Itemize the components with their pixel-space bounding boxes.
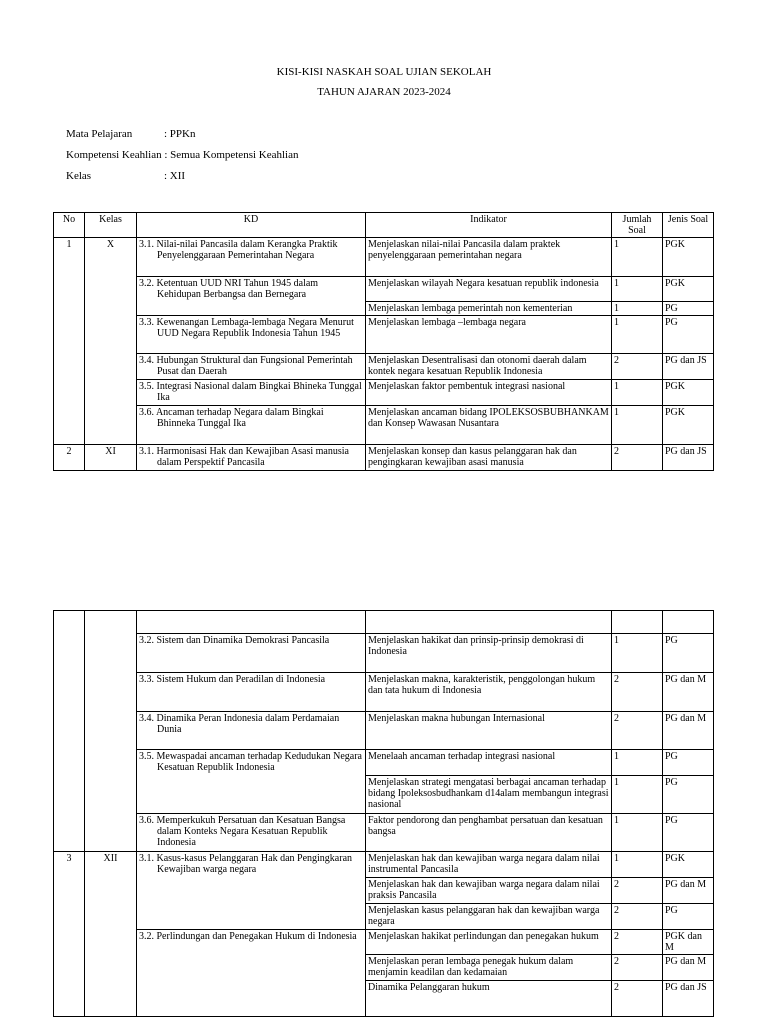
jenis-cell: PGK	[663, 380, 714, 406]
jumlah-cell: 2	[612, 673, 663, 712]
table-row	[54, 316, 714, 354]
table-row	[54, 750, 714, 776]
jumlah-cell: 1	[612, 634, 663, 673]
jumlah-cell: 1	[612, 814, 663, 852]
indikator-cell: Menjelaskan strategi mengatasi berbagai ancaman terhadap bidang Ipoleksosbudhankam d14alam membangun integrasi nasional	[366, 776, 612, 814]
indikator-cell: Menjelaskan hakikat perlindungan dan penegakan hukum	[366, 930, 612, 955]
header-indikator: Indikator	[366, 213, 612, 238]
jenis-cell: PGK	[663, 238, 714, 277]
jenis-cell: PG	[663, 634, 714, 673]
table-row	[54, 445, 714, 471]
indikator-cell: Menjelaskan Desentralisasi dan otonomi daerah dalam kontek negara kesatuan Republik Indonesia	[366, 354, 612, 380]
meta-mapel-value: : PPKn	[164, 128, 196, 140]
jumlah-cell	[612, 611, 663, 634]
table-header-row	[54, 213, 714, 238]
header-no: No	[54, 213, 85, 238]
jenis-cell: PGK	[663, 406, 714, 445]
document-subtitle: TAHUN AJARAN 2023-2024	[317, 86, 451, 98]
table-row	[54, 277, 714, 302]
jumlah-cell: 2	[612, 930, 663, 955]
indikator-cell: Menjelaskan nilai-nilai Pancasila dalam praktek penyelenggaraan pemerintahan negara	[366, 238, 612, 277]
document-title: KISI-KISI NASKAH SOAL UJIAN SEKOLAH	[276, 66, 492, 78]
kd-cell: 3.2. Ketentuan UUD NRI Tahun 1945 dalam Kehidupan Berbangsa dan Bernegara	[137, 277, 366, 316]
kisi-table-page2	[53, 610, 714, 1017]
kd-cell: 3.3. Kewenangan Lembaga-lembaga Negara Menurut UUD Negara Republik Indonesia Tahun 1945	[137, 316, 366, 354]
row-no: 3	[54, 852, 85, 1017]
jenis-cell: PG dan JS	[663, 981, 714, 1017]
meta-mapel-label: Mata Pelajaran	[66, 128, 133, 140]
kd-cell: 3.4. Dinamika Peran Indonesia dalam Perdamaian Dunia	[137, 712, 366, 750]
indikator-cell: Menjelaskan makna, karakteristik, penggolongan hukum dan tata hukum di Indonesia	[366, 673, 612, 712]
jumlah-cell: 1	[612, 302, 663, 316]
jumlah-cell: 1	[612, 316, 663, 354]
jumlah-cell: 2	[612, 878, 663, 904]
table-row	[54, 814, 714, 852]
table-row	[54, 930, 714, 955]
jenis-cell: PG dan M	[663, 955, 714, 981]
indikator-cell: Menjelaskan konsep dan kasus pelanggaran hak dan pengingkaran kewajiban asasi manusia	[366, 445, 612, 471]
meta-kelas-value: : XII	[164, 170, 186, 182]
jenis-cell: PG dan M	[663, 673, 714, 712]
jumlah-cell: 1	[612, 750, 663, 776]
kd-cell: 3.1. Harmonisasi Hak dan Kewajiban Asasi manusia dalam Perspektif Pancasila	[137, 445, 366, 471]
kd-cell: 3.6. Ancaman terhadap Negara dalam Bingkai Bhinneka Tunggal Ika	[137, 406, 366, 445]
kd-cell	[137, 611, 366, 634]
row-no	[54, 611, 85, 852]
jumlah-cell: 1	[612, 852, 663, 878]
kd-cell: 3.1. Nilai-nilai Pancasila dalam Kerangka Praktik Penyelenggaraan Pemerintahan Negara	[137, 238, 366, 277]
indikator-cell	[366, 611, 612, 634]
row-kelas: XI	[85, 445, 137, 471]
indikator-cell: Menjelaskan faktor pembentuk integrasi nasional	[366, 380, 612, 406]
table-row	[54, 634, 714, 673]
meta-kelas-label: Kelas	[66, 170, 92, 182]
jumlah-cell: 1	[612, 238, 663, 277]
header-kelas: Kelas	[85, 213, 137, 238]
jumlah-cell: 2	[612, 445, 663, 471]
indikator-cell: Menjelaskan lembaga –lembaga negara	[366, 316, 612, 354]
table-row	[54, 238, 714, 277]
kd-cell: 3.2. Perlindungan dan Penegakan Hukum di Indonesia	[137, 930, 366, 1017]
table-row	[54, 380, 714, 406]
kd-cell: 3.2. Sistem dan Dinamika Demokrasi Pancasila	[137, 634, 366, 673]
indikator-cell: Menjelaskan makna hubungan Internasional	[366, 712, 612, 750]
indikator-cell: Menjelaskan lembaga pemerintah non kementerian	[366, 302, 612, 316]
jenis-cell: PGK dan M	[663, 930, 714, 955]
indikator-cell: Menjelaskan ancaman bidang IPOLEKSOSBUBHANKAM dan Konsep Wawasan Nusantara	[366, 406, 612, 445]
row-kelas: X	[85, 238, 137, 445]
jumlah-cell: 2	[612, 981, 663, 1017]
jenis-cell: PG	[663, 776, 714, 814]
indikator-cell: Menjelaskan kasus pelanggaran hak dan kewajiban warga negara	[366, 904, 612, 930]
table-row	[54, 712, 714, 750]
meta-komp-value: : Semua Kompetensi Keahlian	[164, 149, 299, 161]
jenis-cell: PG dan JS	[663, 445, 714, 471]
indikator-cell: Menjelaskan hak dan kewajiban warga negara dalam nilai instrumental Pancasila	[366, 852, 612, 878]
jenis-cell: PG dan JS	[663, 354, 714, 380]
row-no: 2	[54, 445, 85, 471]
jenis-cell	[663, 611, 714, 634]
jenis-cell: PG	[663, 750, 714, 776]
meta-kompetensi	[66, 149, 298, 161]
table-row	[54, 852, 714, 878]
jumlah-cell: 1	[612, 406, 663, 445]
jenis-cell: PG dan M	[663, 712, 714, 750]
kd-cell: 3.5. Integrasi Nasional dalam Bingkai Bhineka Tunggal Ika	[137, 380, 366, 406]
jenis-cell: PG dan M	[663, 878, 714, 904]
jumlah-cell: 2	[612, 354, 663, 380]
table-row	[54, 406, 714, 445]
jumlah-cell: 1	[612, 380, 663, 406]
indikator-cell: Dinamika Pelanggaran hukum	[366, 981, 612, 1017]
kd-cell: 3.1. Kasus-kasus Pelanggaran Hak dan Pengingkaran Kewajiban warga negara	[137, 852, 366, 930]
meta-mapel	[66, 128, 196, 140]
jenis-cell: PG	[663, 302, 714, 316]
row-no: 1	[54, 238, 85, 445]
indikator-cell: Menelaah ancaman terhadap integrasi nasional	[366, 750, 612, 776]
kd-cell: 3.5. Mewaspadai ancaman terhadap Kedudukan Negara Kesatuan Republik Indonesia	[137, 750, 366, 814]
kisi-table-page1	[53, 212, 714, 471]
header-kd: KD	[137, 213, 366, 238]
jenis-cell: PG	[663, 316, 714, 354]
indikator-cell: Menjelaskan hakikat dan prinsip-prinsip demokrasi di Indonesia	[366, 634, 612, 673]
jumlah-cell: 2	[612, 955, 663, 981]
indikator-cell: Menjelaskan wilayah Negara kesatuan republik indonesia	[366, 277, 612, 302]
jumlah-cell: 1	[612, 277, 663, 302]
table-row	[54, 354, 714, 380]
kd-cell: 3.4. Hubungan Struktural dan Fungsional Pemerintah Pusat dan Daerah	[137, 354, 366, 380]
indikator-cell: Menjelaskan hak dan kewajiban warga negara dalam nilai praksis Pancasila	[366, 878, 612, 904]
jenis-cell: PGK	[663, 277, 714, 302]
meta-kelas	[66, 170, 185, 182]
table-row-empty	[54, 611, 714, 634]
header-jenis-soal: Jenis Soal	[663, 213, 714, 238]
jenis-cell: PG	[663, 904, 714, 930]
jumlah-cell: 2	[612, 712, 663, 750]
meta-komp-label: Kompetensi Keahlian	[66, 149, 162, 161]
row-kelas: XII	[85, 852, 137, 1017]
kd-cell: 3.6. Memperkukuh Persatuan dan Kesatuan Bangsa dalam Konteks Negara Kesatuan Republik Indonesia	[137, 814, 366, 852]
kd-cell: 3.3. Sistem Hukum dan Peradilan di Indonesia	[137, 673, 366, 712]
indikator-cell: Menjelaskan peran lembaga penegak hukum dalam menjamin keadilan dan kedamaian	[366, 955, 612, 981]
indikator-cell: Faktor pendorong dan penghambat persatuan dan kesatuan bangsa	[366, 814, 612, 852]
header-jumlah-soal: Jumlah Soal	[612, 213, 663, 238]
jenis-cell: PG	[663, 814, 714, 852]
row-kelas	[85, 611, 137, 852]
jenis-cell: PGK	[663, 852, 714, 878]
jumlah-cell: 1	[612, 776, 663, 814]
table-row	[54, 673, 714, 712]
jumlah-cell: 2	[612, 904, 663, 930]
